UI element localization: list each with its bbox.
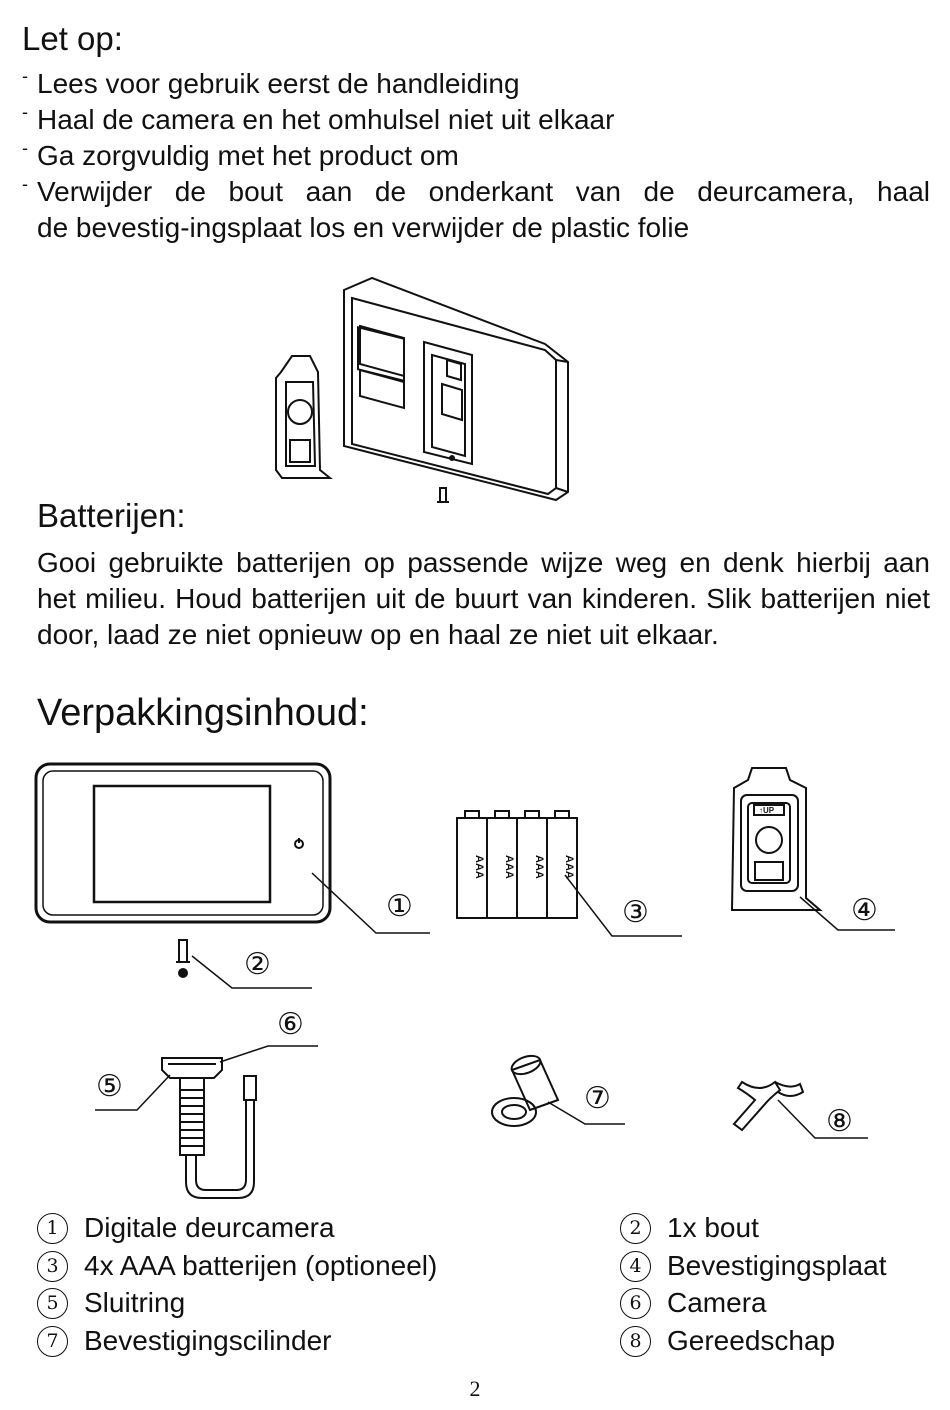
legend-item	[620, 1250, 886, 1282]
legend-label: Gereedschap	[667, 1325, 836, 1356]
legend-label: Digitale deurcamera	[84, 1212, 335, 1243]
bullet-dash: -	[22, 138, 28, 158]
tool-figure	[734, 1082, 803, 1130]
legend-number: 6	[620, 1288, 651, 1319]
legend-label: Bevestigingscilinder	[84, 1325, 332, 1356]
page-number: 2	[469, 1376, 481, 1401]
legend-item	[620, 1287, 767, 1319]
legend-label: Sluitring	[84, 1287, 186, 1318]
attention-item: de bevestig-ingsplaat los en verwijder de plastic folie	[37, 212, 690, 243]
batteries-heading: Batterijen:	[37, 497, 186, 534]
legend-number: 2	[620, 1213, 651, 1244]
attention-heading: Let op:	[22, 20, 123, 57]
bullet-dash: -	[22, 174, 28, 194]
legend-label: 4x AAA batterijen (optioneel)	[84, 1250, 438, 1281]
legend-item	[37, 1325, 331, 1357]
mounting-plate-figure	[732, 768, 820, 910]
legend-item	[37, 1212, 335, 1244]
legend-number: 4	[620, 1251, 651, 1282]
contents-heading: Verpakkingsinhoud:	[37, 692, 369, 734]
callout-6: ⑥	[277, 1007, 304, 1042]
plate-up-label: ↑UP	[759, 806, 775, 815]
battery-label: AAA	[503, 855, 515, 879]
legend-number: 1	[37, 1213, 68, 1244]
batteries-figure	[457, 811, 577, 918]
legend-item	[620, 1212, 759, 1244]
callout-2: ②	[244, 947, 271, 982]
battery-label: AAA	[473, 855, 485, 879]
legend-number: 3	[37, 1251, 68, 1282]
legend-label: 1x bout	[667, 1212, 759, 1243]
attention-item: Lees voor gebruik eerst de handleiding	[37, 68, 520, 99]
callout-8: ⑧	[826, 1104, 853, 1139]
legend-number: 5	[37, 1288, 68, 1319]
callout-7: ⑦	[584, 1081, 611, 1116]
bullet-dash: -	[22, 102, 28, 122]
batteries-paragraph: Gooi gebruikte batterijen op passende wijze weg en denk hierbij aan het milieu. Houd batterijen uit de buurt van kinderen. Slik batterijen niet door, laad ze niet opnieuw op en haal ze niet uit elkaar.	[37, 547, 930, 650]
attention-item: Verwijder de bout aan de onderkant van de deurcamera, haal	[37, 176, 930, 207]
callout-4: ④	[851, 893, 878, 928]
legend-item	[37, 1250, 437, 1282]
legend-number: 7	[37, 1326, 68, 1357]
legend-number: 8	[620, 1326, 651, 1357]
callout-3: ③	[622, 895, 649, 930]
battery-label: AAA	[563, 855, 575, 879]
legend-item	[620, 1325, 835, 1357]
legend-label: Bevestigingsplaat	[667, 1250, 887, 1281]
door-camera-figure	[36, 764, 330, 922]
bullet-dash: -	[22, 66, 28, 86]
cylinder-figure	[492, 1052, 558, 1126]
legend-item	[37, 1287, 185, 1319]
callout-5: ⑤	[96, 1069, 123, 1104]
camera-lens-figure	[162, 1058, 256, 1198]
battery-label: AAA	[533, 855, 545, 879]
power-icon	[295, 840, 303, 848]
attention-item: Haal de camera en het omhulsel niet uit elkaar	[37, 104, 615, 135]
callout-1: ①	[386, 889, 413, 924]
legend-label: Camera	[667, 1287, 767, 1318]
attention-item: Ga zorgvuldig met het product om	[37, 140, 459, 171]
